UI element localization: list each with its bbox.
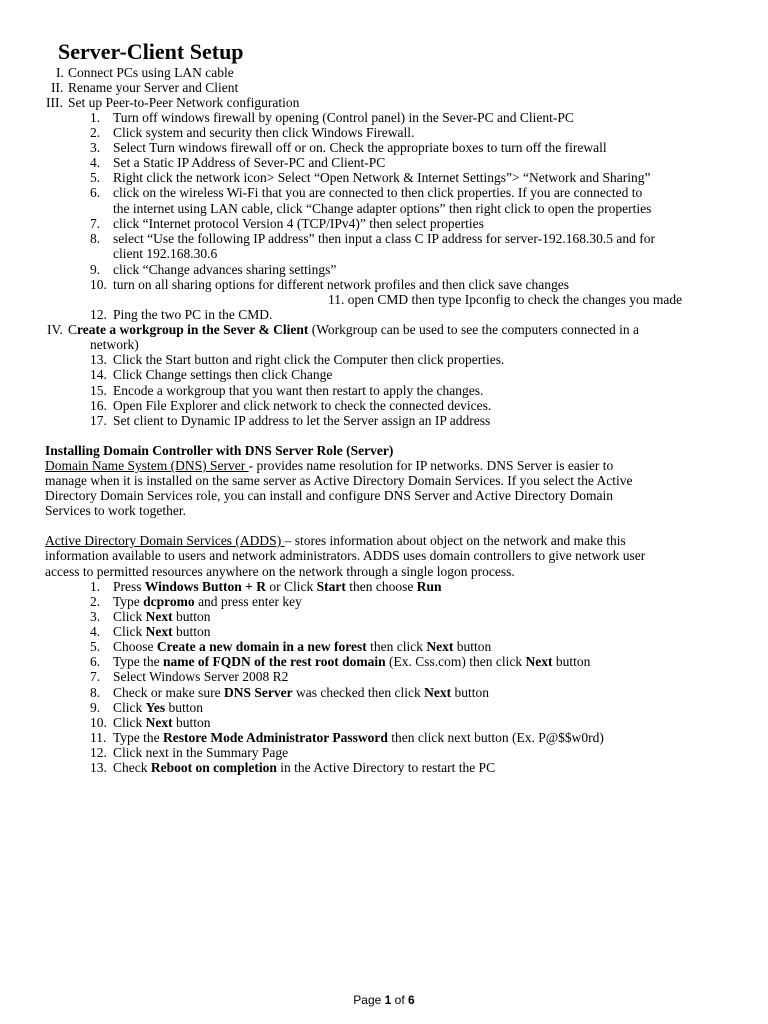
step-number: 15. (90, 383, 107, 398)
paragraph-line: Directory Domain Services role, you can install and configure DNS Server and Active Directory Domain (45, 488, 613, 503)
step-number: 10. (90, 715, 107, 730)
step-text: Ping the two PC in the CMD. (113, 307, 273, 322)
step-text: Click system and security then click Windows Firewall. (113, 125, 415, 140)
step-text: select “Use the following IP address” then input a class C IP address for server-192.168.30.5 and for (113, 231, 655, 246)
step-text-continued: client 192.168.30.6 (113, 246, 218, 261)
step-number: 7. (90, 216, 101, 231)
roman-numeral: IV. (47, 322, 63, 337)
text-run: in the Active Directory to restart the PC (276, 760, 496, 775)
step-text: click “Change advances sharing settings” (113, 262, 337, 277)
step-text: Turn off windows firewall by opening (Control panel) in the Sever-PC and Client-PC (113, 110, 574, 125)
text-run: Type (113, 594, 144, 609)
step-number: 17. (90, 413, 107, 428)
step-text: Set a Static IP Address of Sever-PC and Client-PC (113, 155, 386, 170)
step-text (113, 685, 489, 700)
step-number: 9. (90, 262, 101, 277)
step-text (113, 760, 495, 775)
step-number: 5. (90, 170, 101, 185)
text-run: was checked then click (292, 685, 425, 700)
step-text (113, 654, 590, 669)
roman-numeral: I. (56, 65, 64, 80)
text-run: then click (366, 639, 427, 654)
bold-run: name of FQDN of the rest root domain (163, 654, 386, 669)
page-of: of (391, 993, 409, 1007)
step-number: 12. (90, 745, 107, 760)
step-text (113, 715, 211, 730)
bold-run: Next (525, 654, 553, 669)
step-number: 8. (90, 231, 101, 246)
text-run: then choose (345, 579, 417, 594)
text-run: Check (113, 760, 151, 775)
heading-continued: network) (90, 337, 139, 352)
text-run: Click (113, 700, 146, 715)
text-run: Choose (113, 639, 157, 654)
step-number: 2. (90, 594, 101, 609)
bold-run: Start (316, 579, 346, 594)
text-run: Press (113, 579, 145, 594)
bold-run: Next (145, 609, 173, 624)
step-number: 9. (90, 700, 101, 715)
heading-rest: (Workgroup can be used to see the computers connected in a (308, 322, 640, 337)
step-text: Select Turn windows firewall off or on. Check the appropriate boxes to turn off the firewall (113, 140, 607, 155)
paragraph-line (45, 458, 613, 473)
step-number: 6. (90, 185, 101, 200)
step-number: 4. (90, 155, 101, 170)
roman-numeral: II. (51, 80, 64, 95)
step-number: 6. (90, 654, 101, 669)
page-footer (0, 992, 768, 1008)
bold-run: Yes (145, 700, 166, 715)
step-number: 13. (90, 760, 107, 775)
step-number: 10. (90, 277, 107, 292)
adds-text: – stores information about object on the network and make this (284, 533, 626, 548)
roman-numeral: III. (46, 95, 63, 110)
page-label: Page (353, 993, 385, 1007)
text-run: (Ex. Css.com) then click (385, 654, 526, 669)
page-title: Server-Client Setup (58, 39, 244, 64)
bold-run: Windows Button + R (144, 579, 266, 594)
text-run: Click (113, 609, 146, 624)
section-heading-domain-controller: Installing Domain Controller with DNS Server Role (Server) (45, 443, 394, 458)
bold-run: Next (145, 715, 173, 730)
bold-run: Next (424, 685, 452, 700)
dns-text: - provides name resolution for IP networks. DNS Server is easier to (248, 458, 614, 473)
step-number: 12. (90, 307, 107, 322)
bold-run: Create a new domain in a new forest (156, 639, 367, 654)
step-text: click “Internet protocol Version 4 (TCP/IPv4)” then select properties (113, 216, 484, 231)
step-number: 7. (90, 669, 101, 684)
total-pages: 6 (408, 993, 415, 1007)
text-run: Check or make sure (113, 685, 224, 700)
step-number: 16. (90, 398, 107, 413)
step-text: Click Change settings then click Change (113, 367, 333, 382)
step-text (113, 624, 211, 639)
step-text (113, 594, 302, 609)
text-run: button (172, 715, 211, 730)
current-page: 1 (384, 993, 392, 1007)
text-run: button (172, 624, 211, 639)
roman-text: Connect PCs using LAN cable (68, 65, 234, 80)
text-run: button (451, 685, 490, 700)
step-text: Click next in the Summary Page (113, 745, 289, 760)
section-heading (68, 322, 639, 337)
paragraph-line (45, 533, 626, 548)
step-text: Select Windows Server 2008 R2 (113, 669, 289, 684)
bold-run: dcpromo (143, 594, 195, 609)
step-number: 4. (90, 624, 101, 639)
step-number: 8. (90, 685, 101, 700)
roman-text: Set up Peer-to-Peer Network configuration (68, 95, 300, 110)
step-number: 14. (90, 367, 107, 382)
step-number: 3. (90, 140, 101, 155)
step-text: Encode a workgroup that you want then restart to apply the changes. (113, 383, 484, 398)
bold-run: Restore Mode Administrator Password (163, 730, 388, 745)
bold-run: Next (426, 639, 454, 654)
step-number: 5. (90, 639, 101, 654)
step-number: 1. (90, 579, 101, 594)
step-text: turn on all sharing options for different network profiles and then click save changes (113, 277, 569, 292)
paragraph-line: access to permitted resources anywhere on the network through a single logon process. (45, 564, 515, 579)
text-run: then click next button (Ex. P@$$w0rd) (387, 730, 604, 745)
step-number: 1. (90, 110, 101, 125)
adds-term: Active Directory Domain Services (ADDS) (45, 533, 285, 548)
text-run: and press enter key (194, 594, 302, 609)
text-run: Type the (113, 730, 164, 745)
step-number: 2. (90, 125, 101, 140)
step-text (113, 609, 211, 624)
bold-run: Reboot on completion (150, 760, 277, 775)
step-text: Open File Explorer and click network to check the connected devices. (113, 398, 492, 413)
heading-lead: C (68, 322, 78, 337)
bold-run: Next (145, 624, 173, 639)
step-text (113, 700, 203, 715)
text-run: button (453, 639, 492, 654)
dns-term: Domain Name System (DNS) Server (45, 458, 249, 473)
paragraph-line: information available to users and network administrators. ADDS uses domain controllers to give network user (45, 548, 646, 563)
list-item-step-11: 11. open CMD then type Ipconfig to check the changes you made (328, 292, 683, 307)
paragraph-line: manage when it is installed on the same server as Active Directory Domain Services. If you select the Active (45, 473, 633, 488)
step-text-continued: the internet using LAN cable, click “Change adapter options” then right click to open the properties (113, 201, 652, 216)
step-text (113, 579, 442, 594)
text-run: button (552, 654, 591, 669)
bold-run: DNS Server (223, 685, 293, 700)
step-text: click on the wireless Wi-Fi that you are connected to then click properties. If you are connected to (113, 185, 643, 200)
step-text: Right click the network icon> Select “Open Network & Internet Settings”> “Network and Sharing” (113, 170, 651, 185)
bold-run: Run (416, 579, 442, 594)
step-number: 11. (90, 730, 107, 745)
step-text: Set client to Dynamic IP address to let the Server assign an IP address (113, 413, 491, 428)
text-run: Type the (113, 654, 164, 669)
text-run: Click (113, 624, 146, 639)
text-run: Click (113, 715, 146, 730)
heading-bold: reate a workgroup in the Sever & Client (77, 322, 309, 337)
text-run: button (165, 700, 204, 715)
text-run: button (172, 609, 211, 624)
step-number: 13. (90, 352, 107, 367)
step-text (113, 639, 491, 654)
paragraph-line: Services to work together. (45, 503, 186, 518)
step-text: Click the Start button and right click the Computer then click properties. (113, 352, 505, 367)
text-run: or Click (266, 579, 317, 594)
roman-text: Rename your Server and Client (68, 80, 239, 95)
step-number: 3. (90, 609, 101, 624)
step-text (113, 730, 604, 745)
